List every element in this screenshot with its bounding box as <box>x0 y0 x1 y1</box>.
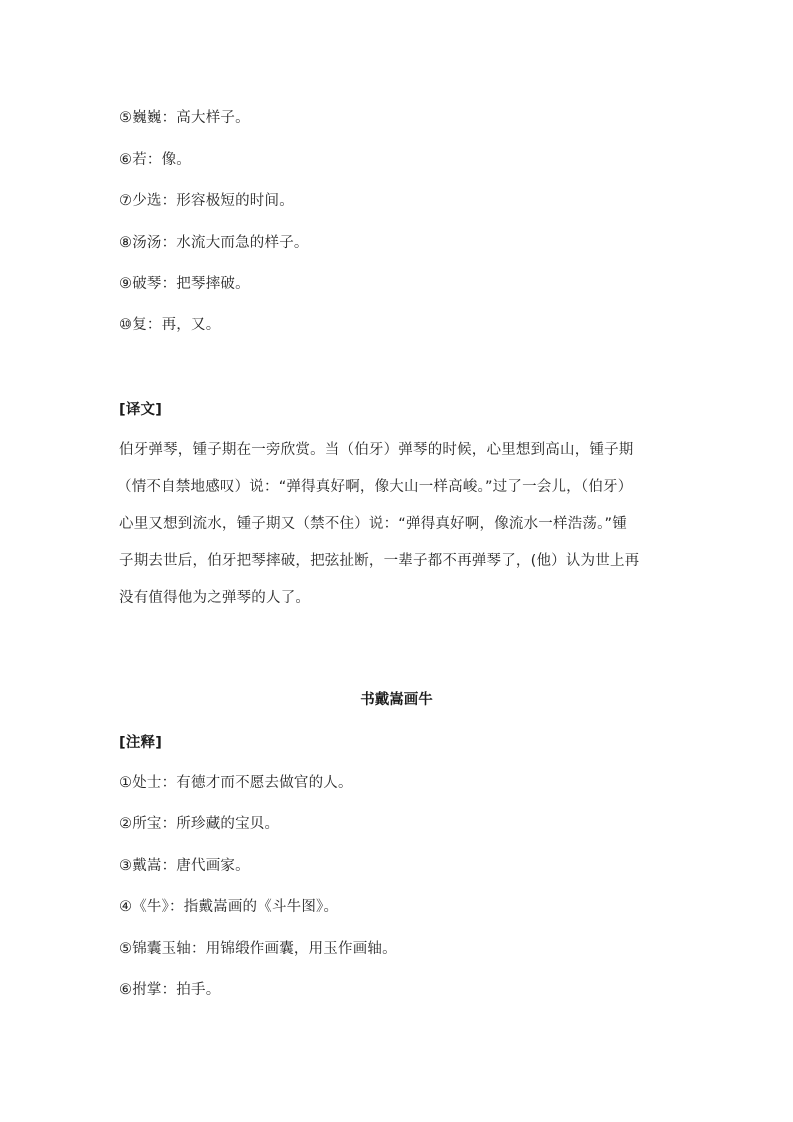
translation-line: （情不自禁地感叹）说：“弹得真好啊，像大山一样高峻。”过了一会儿，（伯牙） <box>117 479 633 495</box>
translation-line: 心里又想到流水，锺子期又（禁不住）说：“弹得真好啊，像流水一样浩荡。”锺 <box>119 516 627 532</box>
note-item: ⑤锦囊玉轴：用锦缎作画囊，用玉作画轴。 <box>119 941 397 957</box>
section-title: 书戴嵩画牛 <box>360 692 433 708</box>
notes-heading: [注释] <box>119 735 163 751</box>
note-item: ⑤巍巍：高大样子。 <box>119 110 250 126</box>
note-item: ⑩复：再，又。 <box>119 317 221 333</box>
note-item: ⑥若：像。 <box>119 152 191 168</box>
note-item: ④《牛》：指戴嵩画的《斗牛图》。 <box>119 899 339 915</box>
note-item: ⑥拊掌：拍手。 <box>119 982 221 998</box>
note-item: ①处士：有德才而不愿去做官的人。 <box>119 775 353 791</box>
translation-line: 没有值得他为之弹琴的人了。 <box>119 590 311 606</box>
note-item: ⑨破琴：把琴摔破。 <box>119 276 250 292</box>
note-item: ②所宝：所珍藏的宝贝。 <box>119 816 280 832</box>
translation-heading: [译文] <box>119 402 163 418</box>
note-item: ⑦少选：形容极短的时间。 <box>119 193 294 209</box>
note-item: ⑧汤汤：水流大而急的样子。 <box>119 235 309 251</box>
translation-line: 伯牙弹琴，锺子期在一旁欣赏。当（伯牙）弹琴的时候，心里想到高山，锺子期 <box>119 442 634 458</box>
translation-line: 子期去世后，伯牙把琴摔破，把弦扯断，一辈子都不再弹琴了，(他）认为世上再 <box>119 553 640 569</box>
note-item: ③戴嵩：唐代画家。 <box>119 858 250 874</box>
